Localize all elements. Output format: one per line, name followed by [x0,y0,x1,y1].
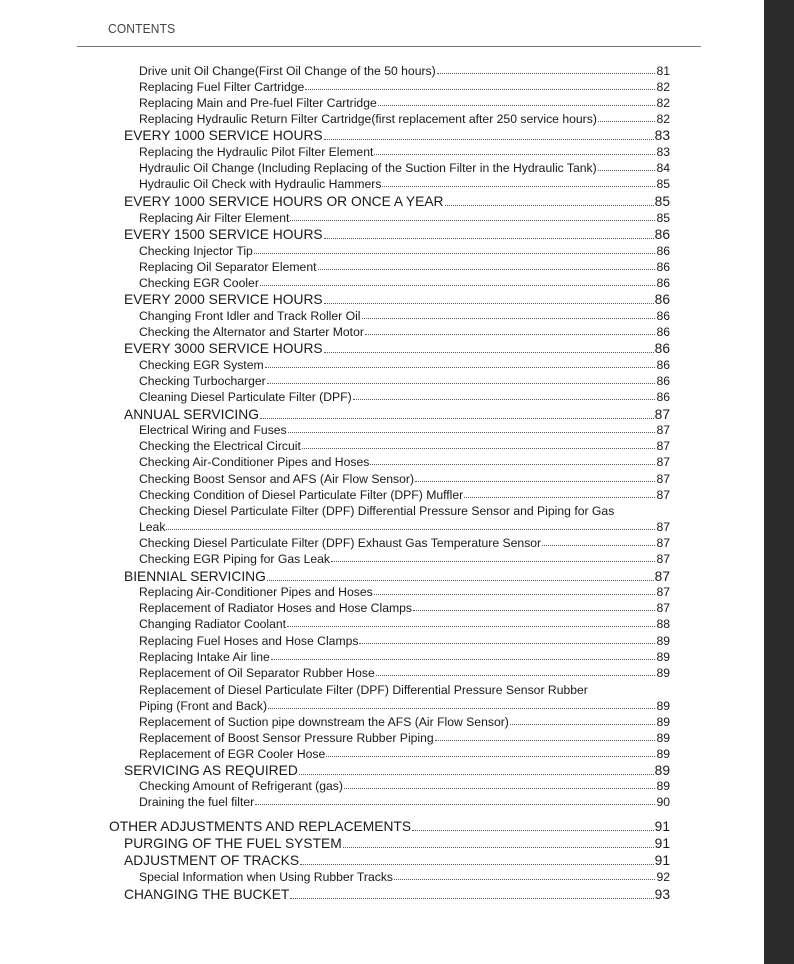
dot-leader [260,285,656,286]
toc-page-number: 91 [654,819,670,834]
dot-leader [362,318,656,319]
toc-page-number: 82 [656,96,670,110]
toc-subentry[interactable] [139,489,670,501]
toc-page-number: 87 [654,407,670,422]
toc-subentry[interactable] [139,618,670,630]
dot-leader [365,334,656,335]
toc-entry-label: Replacing Air Filter Element [139,211,290,225]
toc-subentry[interactable] [139,440,670,452]
toc-subentry[interactable] [139,732,670,744]
dot-leader [464,497,655,498]
toc-subentry[interactable] [139,65,670,77]
dot-leader [382,186,655,187]
toc-subentry[interactable] [139,716,670,728]
dot-leader [265,367,656,368]
toc-page-number: 86 [656,358,670,372]
toc-page-number: 83 [656,145,670,159]
toc-page-number: 89 [656,731,670,745]
toc-subentry[interactable] [139,178,670,190]
page-header-title: CONTENTS [108,21,176,36]
toc-entry-label: Replacement of Oil Separator Rubber Hose [139,666,375,680]
toc-page-number: 85 [656,211,670,225]
toc-subentry[interactable] [139,162,670,174]
toc-entry-label: Piping (Front and Back) [139,699,268,713]
dot-leader [305,89,655,90]
dot-leader [300,864,654,865]
toc-page-number: 84 [656,161,670,175]
toc-entry-label: Changing Front Idler and Track Roller Oil [139,309,361,323]
dot-leader [376,675,656,676]
toc-subentry[interactable] [139,635,670,647]
toc-section-entry[interactable] [124,854,670,868]
dot-leader [374,594,656,595]
toc-subentry[interactable] [139,586,670,598]
toc-entry-label: Checking Condition of Diesel Particulate Filter (DPF) Muffler [139,488,464,502]
toc-subentry[interactable] [139,81,670,93]
dot-leader [302,448,656,449]
toc-subentry[interactable] [139,277,670,289]
toc-entry-label: Replacing Fuel Filter Cartridge [139,80,305,94]
toc-section-entry[interactable] [124,228,670,242]
toc-subentry[interactable] [139,212,670,224]
toc-page-number: 92 [656,870,670,884]
toc-subentry[interactable] [139,326,670,338]
dot-leader [324,303,654,304]
toc-entry-label: Checking Turbocharger [139,374,266,388]
toc-entry-label: Draining the fuel filter [139,795,255,809]
dot-leader [331,561,655,562]
toc-subentry[interactable] [139,521,670,533]
toc-subentry[interactable] [139,97,670,109]
dot-leader [445,205,654,206]
dot-leader [324,352,654,353]
toc-entry-label: Checking EGR Cooler [139,276,259,290]
toc-entry-label: SERVICING AS REQUIRED [124,763,298,778]
dot-leader [370,464,655,465]
dot-leader [542,545,655,546]
toc-entry-label: ADJUSTMENT OF TRACKS [124,853,300,868]
toc-subentry[interactable] [139,391,670,403]
toc-entry-label: Leak [139,520,166,534]
dot-leader [598,121,656,122]
toc-page-number: 89 [654,763,670,778]
dot-leader [267,383,656,384]
toc-entry-label: Replacement of Boost Sensor Pressure Rubber Piping [139,731,434,745]
toc-page-number: 85 [654,194,670,209]
dot-leader [287,626,655,627]
toc-page-number: 86 [654,227,670,242]
dot-leader [359,643,655,644]
toc-entry-label: Cleaning Diesel Particulate Filter (DPF) [139,390,352,404]
toc-entry-label: EVERY 1500 SERVICE HOURS [124,227,323,242]
toc-entry-label: Special Information when Using Rubber Tracks [139,870,394,884]
toc-entry-label: Replacing Air-Conditioner Pipes and Hoses [139,585,373,599]
toc-entry-label: Replacement of EGR Cooler Hose [139,747,326,761]
toc-subentry[interactable] [139,375,670,387]
dot-leader [343,847,654,848]
toc-page-number: 87 [656,439,670,453]
dot-leader [344,788,656,789]
toc-page-number: 90 [656,795,670,809]
toc-entry-label: Replacing Main and Pre-fuel Filter Cartridge [139,96,377,110]
toc-entry-label: Checking Injector Tip [139,244,253,258]
toc-page-number: 87 [656,455,670,469]
dot-leader [255,804,655,805]
dot-leader [166,529,655,530]
toc-page-number: 85 [656,177,670,191]
toc-subentry[interactable] [139,602,670,614]
toc-page-number: 86 [656,260,670,274]
dot-leader [288,432,656,433]
toc-entry-label: EVERY 2000 SERVICE HOURS [124,292,323,307]
toc-subentry[interactable] [139,537,670,549]
toc-subentry[interactable] [139,473,670,485]
dot-leader [268,708,655,709]
toc-page-number: 86 [656,374,670,388]
toc-entry-label: Checking Diesel Particulate Filter (DPF) Exhaust Gas Temperature Sensor [139,536,542,550]
dot-leader [318,269,656,270]
toc-entry-label: Checking Amount of Refrigerant (gas) [139,779,343,793]
toc-section-entry[interactable] [124,293,670,307]
toc-section-entry[interactable] [124,570,670,584]
toc-page-number: 82 [656,80,670,94]
toc-entry-label: Checking EGR Piping for Gas Leak [139,552,331,566]
toc-entry-label: Replacing Fuel Hoses and Hose Clamps [139,634,359,648]
toc-subentry[interactable] [139,146,670,158]
toc-entry-label: PURGING OF THE FUEL SYSTEM [124,836,342,851]
viewer-right-edge [764,0,794,964]
toc-page-number: 86 [656,325,670,339]
toc-subentry[interactable] [139,796,670,808]
toc-page-number: 89 [656,634,670,648]
toc-entry-label: Checking the Electrical Circuit [139,439,301,453]
toc-page-number: 87 [656,472,670,486]
dot-leader [437,73,656,74]
dot-leader [353,399,656,400]
toc-section-entry[interactable] [124,195,670,209]
toc-page-number: 87 [656,488,670,502]
toc-page-number: 89 [656,747,670,761]
toc-page-number: 89 [656,699,670,713]
toc-section-entry[interactable] [124,764,670,778]
toc-entry-label: Hydraulic Oil Check with Hydraulic Hammers [139,177,382,191]
toc-entry-label: Checking Boost Sensor and AFS (Air Flow Sensor) [139,472,415,486]
toc-subentry[interactable] [139,261,670,273]
toc-page-number: 87 [656,585,670,599]
toc-entry-label: Checking Air-Conditioner Pipes and Hoses [139,455,370,469]
toc-page-number: 89 [656,666,670,680]
dot-leader [260,418,654,419]
toc-subentry[interactable] [139,424,670,436]
toc-entry-label: Changing Radiator Coolant [139,617,287,631]
dot-leader [415,481,655,482]
toc-page-number: 87 [654,569,670,584]
toc-entry-label: Replacing the Hydraulic Pilot Filter Element [139,145,374,159]
dot-leader [290,898,653,899]
toc-page-number: 87 [656,423,670,437]
toc-entry-label: Electrical Wiring and Fuses [139,423,287,437]
toc-entry-label: Replacement of Radiator Hoses and Hose Clamps [139,601,412,615]
toc-page-number: 82 [656,112,670,126]
toc-subentry[interactable] [139,651,670,663]
dot-leader [394,879,655,880]
toc-subentry[interactable] [139,780,670,792]
toc-section-entry[interactable] [124,888,670,902]
dot-leader [324,238,654,239]
toc-page-number: 87 [656,536,670,550]
toc-subentry[interactable] [139,113,670,125]
dot-leader [510,724,656,725]
dot-leader [254,253,656,254]
toc-subentry[interactable] [139,456,670,468]
header-divider [77,46,701,47]
toc-page-number: 89 [656,779,670,793]
toc-entry-label: Replacing Intake Air line [139,650,270,664]
toc-subentry[interactable] [139,359,670,371]
toc-page-number: 89 [656,715,670,729]
toc-entry-label: Hydraulic Oil Change (Including Replacing of the Suction Filter in the Hydraulic Tank) [139,161,597,175]
toc-section-entry[interactable] [124,408,670,422]
dot-leader [435,740,656,741]
dot-leader [374,154,655,155]
toc-entry-label: Replacing Oil Separator Element [139,260,317,274]
toc-section-entry[interactable] [124,129,670,143]
toc-entry-label: ANNUAL SERVICING [124,407,259,422]
toc-entry-label: Replacement of Suction pipe downstream the AFS (Air Flow Sensor) [139,715,509,729]
toc-entry-continued-line: Replacement of Diesel Particulate Filter (DPF) Differential Pressure Sensor Rubber [139,683,588,697]
toc-page-number: 81 [656,64,670,78]
toc-page-number: 91 [654,836,670,851]
toc-page-number: 87 [656,520,670,534]
toc-entry-label: EVERY 1000 SERVICE HOURS [124,128,323,143]
dot-leader [326,756,655,757]
toc-page-number: 86 [656,276,670,290]
toc-page-number: 86 [656,244,670,258]
toc-page-number: 91 [654,853,670,868]
toc-entry-continued-line: Checking Diesel Particulate Filter (DPF) Differential Pressure Sensor and Piping for Gas [139,504,615,518]
toc-page-number: 86 [656,309,670,323]
toc-subentry[interactable] [139,667,670,679]
dot-leader [271,659,656,660]
dot-leader [324,139,654,140]
toc-entry-label: Checking EGR System [139,358,264,372]
toc-entry-label: OTHER ADJUSTMENTS AND REPLACEMENTS [109,819,412,834]
toc-page-number: 89 [656,650,670,664]
toc-entry-label: Checking the Alternator and Starter Motor [139,325,364,339]
dot-leader [412,830,654,831]
toc-subentry[interactable] [139,871,670,883]
toc-section-entry[interactable] [124,837,670,851]
toc-entry-label: Drive unit Oil Change(First Oil Change of the 50 hours) [139,64,436,78]
toc-page-number: 86 [656,390,670,404]
toc-page-number: 87 [656,601,670,615]
toc-subentry[interactable] [139,553,670,565]
toc-subentry[interactable] [139,748,670,760]
toc-entry-label: EVERY 3000 SERVICE HOURS [124,341,323,356]
toc-entry-label: EVERY 1000 SERVICE HOURS OR ONCE A YEAR [124,194,444,209]
toc-subentry[interactable] [139,700,670,712]
toc-subentry[interactable] [139,310,670,322]
toc-entry-label: BIENNIAL SERVICING [124,569,266,584]
toc-page-number: 93 [654,887,670,902]
dot-leader [290,220,655,221]
toc-subentry[interactable] [139,245,670,257]
dot-leader [299,774,654,775]
toc-entry-label: CHANGING THE BUCKET [124,887,290,902]
toc-page-number: 87 [656,552,670,566]
toc-page-number: 86 [654,341,670,356]
dot-leader [378,105,656,106]
toc-entry-label: Replacing Hydraulic Return Filter Cartridge(first replacement after 250 service hours) [139,112,597,126]
toc-section-entry[interactable] [124,342,670,356]
dot-leader [267,580,654,581]
toc-page-number: 83 [654,128,670,143]
dot-leader [598,170,656,171]
toc-page-number: 88 [656,617,670,631]
toc-section-entry[interactable] [109,820,670,834]
dot-leader [413,610,655,611]
toc-page-number: 86 [654,292,670,307]
